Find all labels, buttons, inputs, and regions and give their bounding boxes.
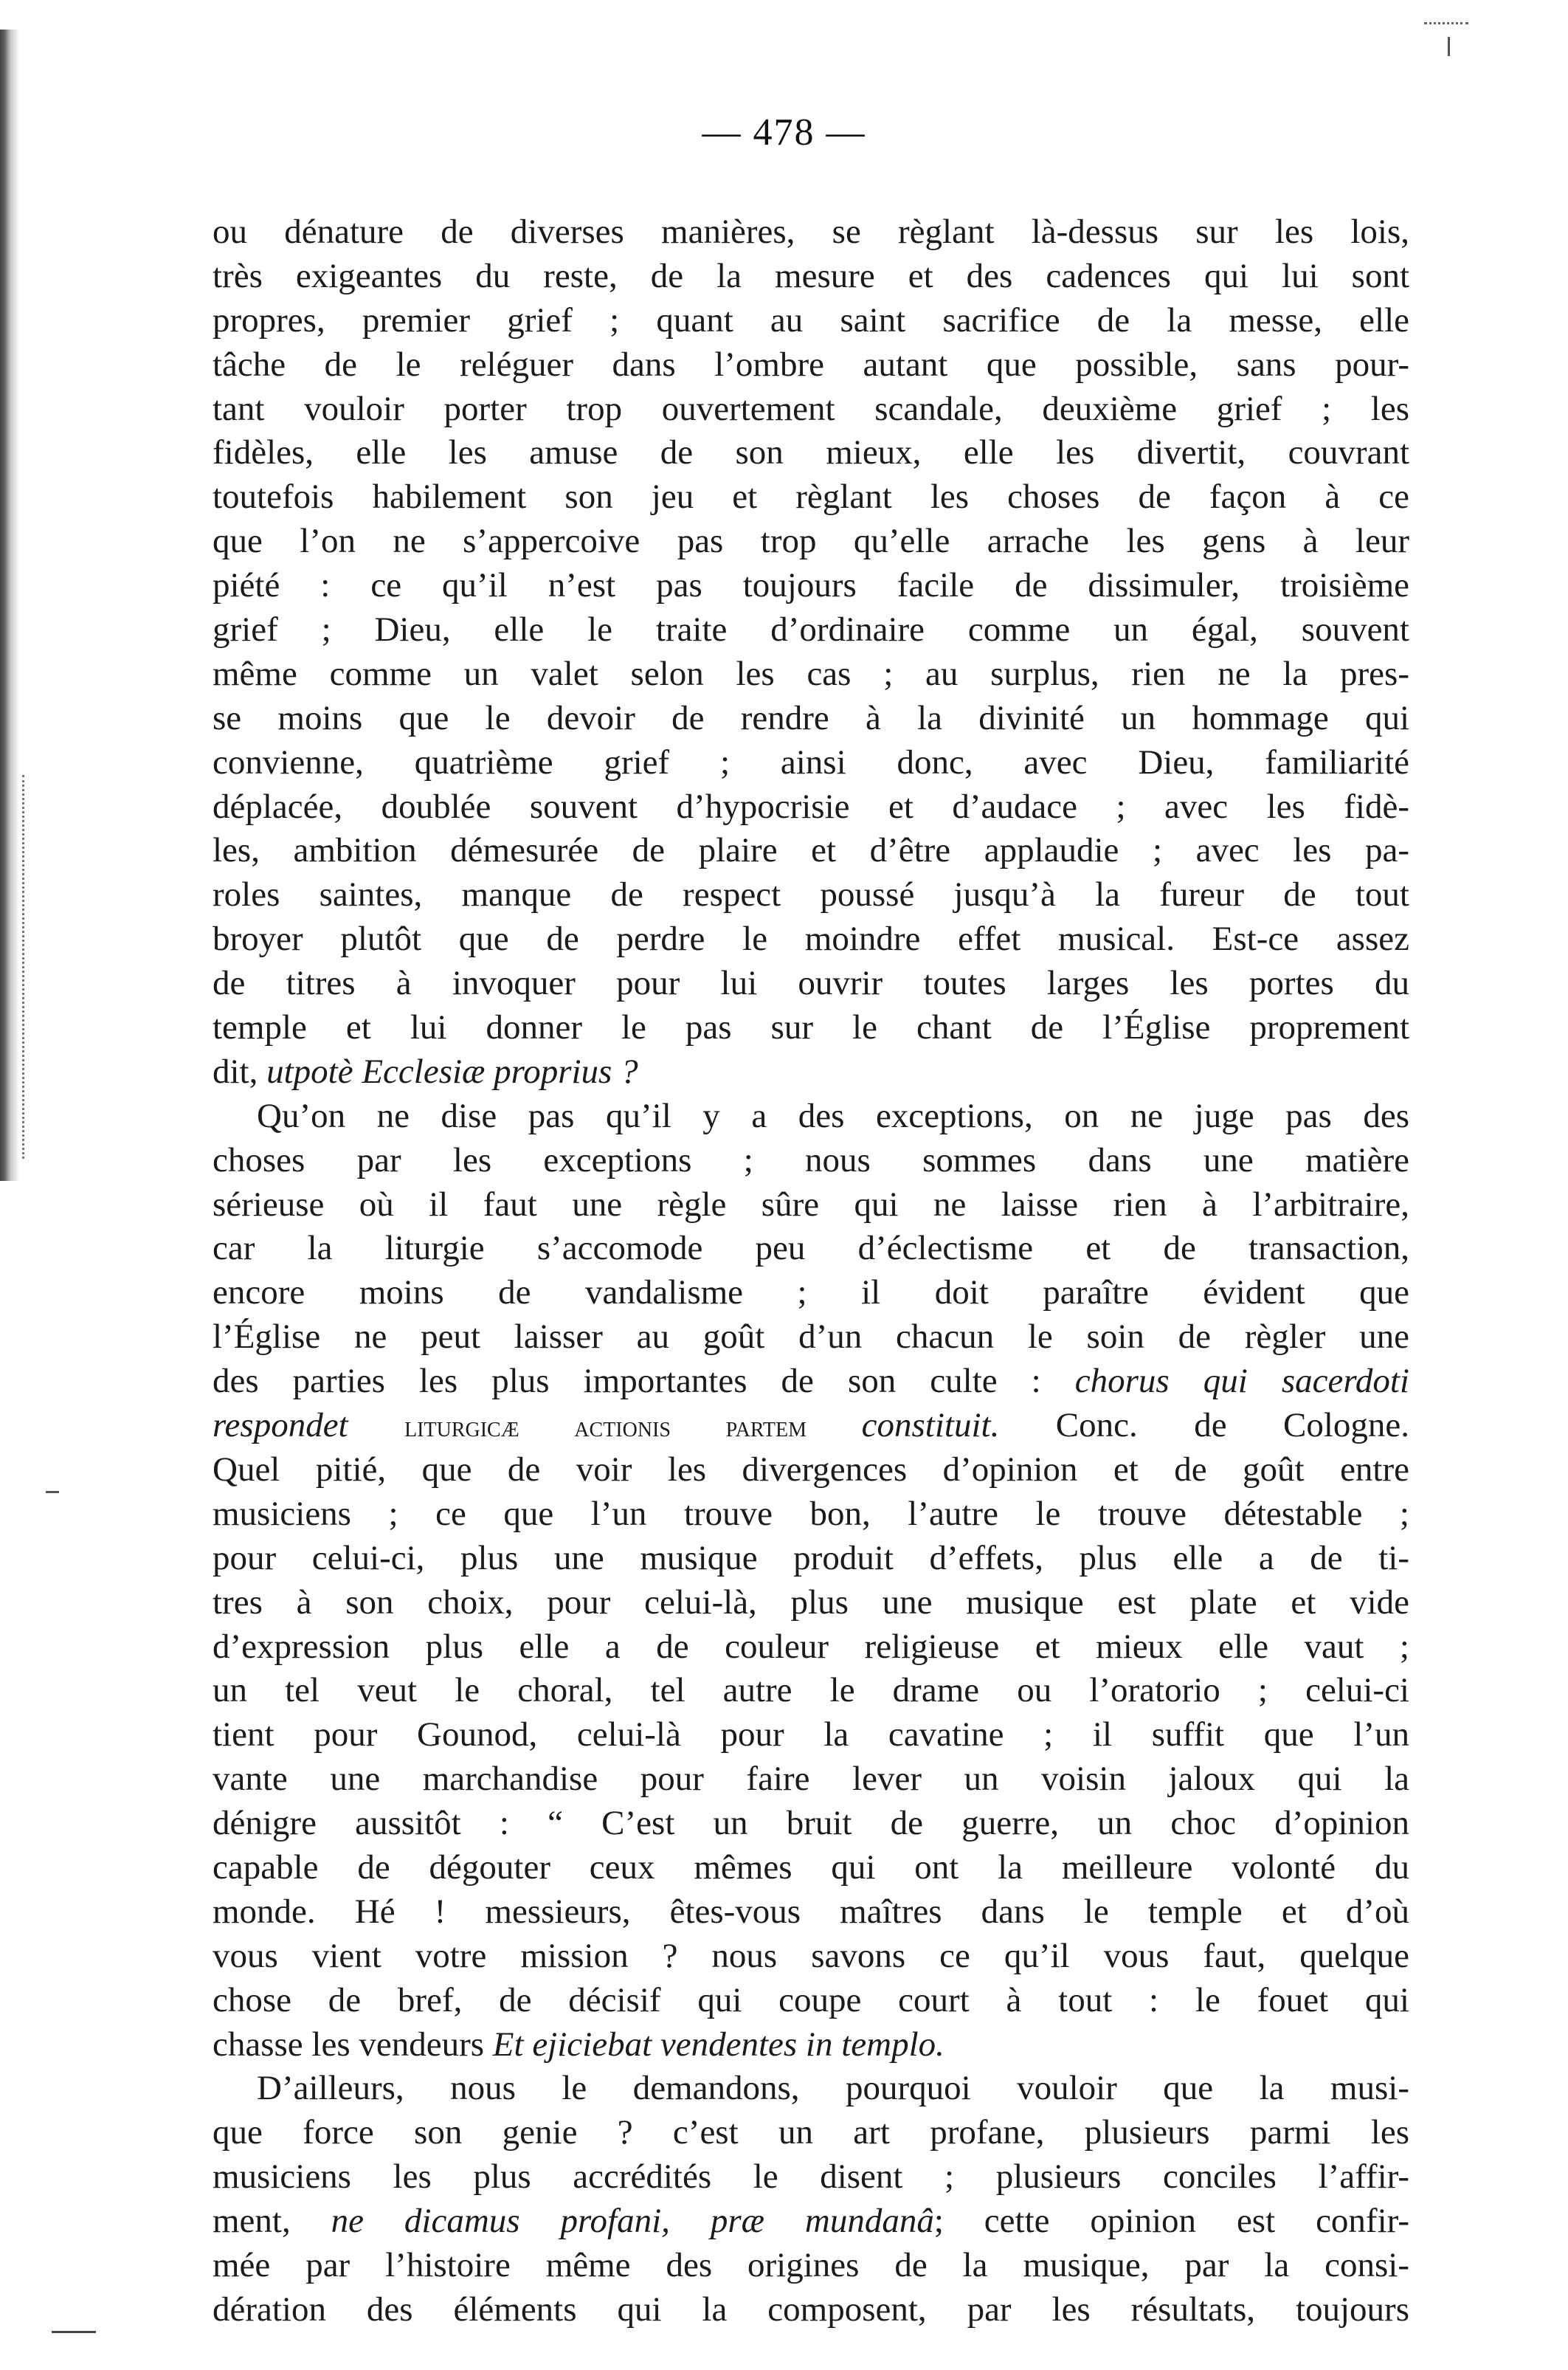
latin-quote: utpotè Ecclesiæ proprius ?: [266, 1052, 638, 1091]
text-line: capable de dégouter ceux mêmes qui ont la meilleure volonté du: [213, 1847, 1409, 1887]
latin-quote-smallcaps: liturgicæ actionis partem: [404, 1410, 862, 1444]
page-number: — 478 —: [702, 111, 866, 154]
paragraph-1: [213, 210, 1409, 1095]
text-line: musiciens les plus accrédités le disent ; plusieurs conciles l’affir-: [213, 2157, 1409, 2197]
text-line: dération des éléments qui la composent, par les résultats, toujours: [213, 2290, 1409, 2329]
text-line: très exigeantes du reste, de la mesure et des cadences qui lui sont: [213, 256, 1409, 295]
text-line: ou dénature de diverses manières, se règlant là-dessus sur les lois,: [213, 213, 1409, 251]
citation: Conc. de Cologne.: [999, 1406, 1410, 1445]
text-run: chasse les vendeurs: [213, 2025, 493, 2064]
text-line: musiciens ; ce que l’un trouve bon, l’autre le trouve détestable ;: [213, 1494, 1409, 1533]
text-line: piété : ce qu’il n’est pas toujours facile de dissimuler, troisième: [213, 566, 1409, 605]
text-line: [213, 1360, 1409, 1404]
text-run: dit,: [213, 1052, 267, 1091]
text-line: d’expression plus elle a de couleur religieuse et mieux elle vaut ;: [213, 1627, 1409, 1666]
text-line: même comme un valet selon les cas ; au surplus, rien ne la pres-: [213, 654, 1409, 693]
body-text: [213, 210, 1409, 2332]
text-line: [213, 2200, 1409, 2244]
text-line: tres à son choix, pour celui-là, plus une musique est plate et vide: [213, 1582, 1409, 1622]
text-line: convienne, quatrième grief ; ainsi donc, avec Dieu, familiarité: [213, 743, 1409, 782]
text-line: D’ailleurs, nous le demandons, pourquoi vouloir que la musi-: [257, 2069, 1409, 2108]
scan-speck: [1424, 22, 1468, 29]
text-line: choses par les exceptions ; nous sommes dans une matière: [213, 1140, 1409, 1179]
text-line: que force son genie ? c’est un art profane, plusieurs parmi les: [213, 2113, 1409, 2152]
text-line: mée par l’histoire même des origines de la musique, par la consi-: [213, 2245, 1409, 2284]
text-line: toutefois habilement son jeu et règlant les choses de façon à ce: [213, 478, 1409, 517]
text-line: sérieuse où il faut une règle sûre qui ne laisse rien à l’arbitraire,: [213, 1185, 1409, 1224]
text-line: chose de bref, de décisif qui coupe court à tout : le fouet qui: [213, 1980, 1409, 2019]
text-line: tâche de le reléguer dans l’ombre autant que possible, sans pour-: [213, 345, 1409, 384]
latin-quote: constituit.: [861, 1406, 1000, 1445]
text-line: roles saintes, manque de respect poussé jusqu’à la fureur de tout: [213, 875, 1409, 914]
margin-mark: [46, 1491, 59, 1493]
margin-mark: [52, 2331, 96, 2333]
text-run: ; cette opinion est confir-: [933, 2202, 1410, 2241]
text-line: [213, 1404, 1409, 1448]
text-line: propres, premier grief ; quant au saint sacrifice de la messe, elle: [213, 300, 1409, 340]
text-line: que l’on ne s’appercoive pas trop qu’elle arrache les gens à leur: [213, 522, 1409, 561]
latin-quote: respondet: [213, 1406, 405, 1445]
text-line: temple et lui donner le pas sur le chant de l’Église proprement: [213, 1008, 1409, 1047]
text-line: se moins que le devoir de rendre à la divinité un hommage qui: [213, 698, 1409, 737]
text-line: [213, 1050, 1409, 1095]
text-line: Quel pitié, que de voir les divergences d’opinion et de goût entre: [213, 1450, 1409, 1489]
text-line: un tel veut le choral, tel autre le drame ou l’oratorio ; celui-ci: [213, 1671, 1409, 1710]
text-line: monde. Hé ! messieurs, êtes-vous maîtres dans le temple et d’où: [213, 1892, 1409, 1931]
paragraph-2: [213, 1095, 1409, 2067]
text-line: grief ; Dieu, elle le traite d’ordinaire comme un égal, souvent: [213, 610, 1409, 650]
text-run: des parties les plus importantes de son culte :: [213, 1362, 1075, 1401]
latin-quote: ne dicamus profani, præ mundanâ: [331, 2202, 934, 2241]
text-line: les, ambition démesurée de plaire et d’être applaudie ; avec les pa-: [213, 831, 1409, 870]
latin-quote: Et ejiciebat vendentes in templo.: [492, 2025, 944, 2064]
text-line: encore moins de vandalisme ; il doit paraître évident que: [213, 1273, 1409, 1312]
text-line: tant vouloir porter trop ouvertement scandale, deuxième grief ; les: [213, 389, 1409, 428]
text-line: l’Église ne peut laisser au goût d’un chacun le soin de règler une: [213, 1317, 1409, 1357]
margin-speckles: [22, 775, 29, 1159]
book-binding-shadow: [0, 30, 19, 1181]
text-line: vous vient votre mission ? nous savons ce qu’il vous faut, quelque: [213, 1936, 1409, 1975]
text-line: fidèles, elle les amuse de son mieux, elle les divertit, couvrant: [213, 433, 1409, 472]
text-line: pour celui-ci, plus une musique produit d’effets, plus elle a de ti-: [213, 1538, 1409, 1577]
text-line: broyer plutôt que de perdre le moindre effet musical. Est-ce assez: [213, 920, 1409, 959]
text-run: ment,: [213, 2202, 331, 2241]
text-line: déplacée, doublée souvent d’hypocrisie et d’audace ; avec les fidè-: [213, 787, 1409, 826]
latin-quote: chorus qui sacerdoti: [1074, 1362, 1409, 1401]
text-line: vante une marchandise pour faire lever un voisin jaloux qui la: [213, 1760, 1409, 1799]
scan-speck: [1448, 37, 1450, 56]
text-line: de titres à invoquer pour lui ouvrir toutes larges les portes du: [213, 964, 1409, 1003]
text-line: [213, 2023, 1409, 2067]
text-line: tient pour Gounod, celui-là pour la cavatine ; il suffit que l’un: [213, 1715, 1409, 1754]
paragraph-3: [213, 2067, 1409, 2332]
text-line: dénigre aussitôt : “ C’est un bruit de guerre, un choc d’opinion: [213, 1804, 1409, 1843]
text-line: car la liturgie s’accomode peu d’éclectisme et de transaction,: [213, 1229, 1409, 1268]
text-line: Qu’on ne dise pas qu’il y a des exceptions, on ne juge pas des: [257, 1096, 1409, 1135]
